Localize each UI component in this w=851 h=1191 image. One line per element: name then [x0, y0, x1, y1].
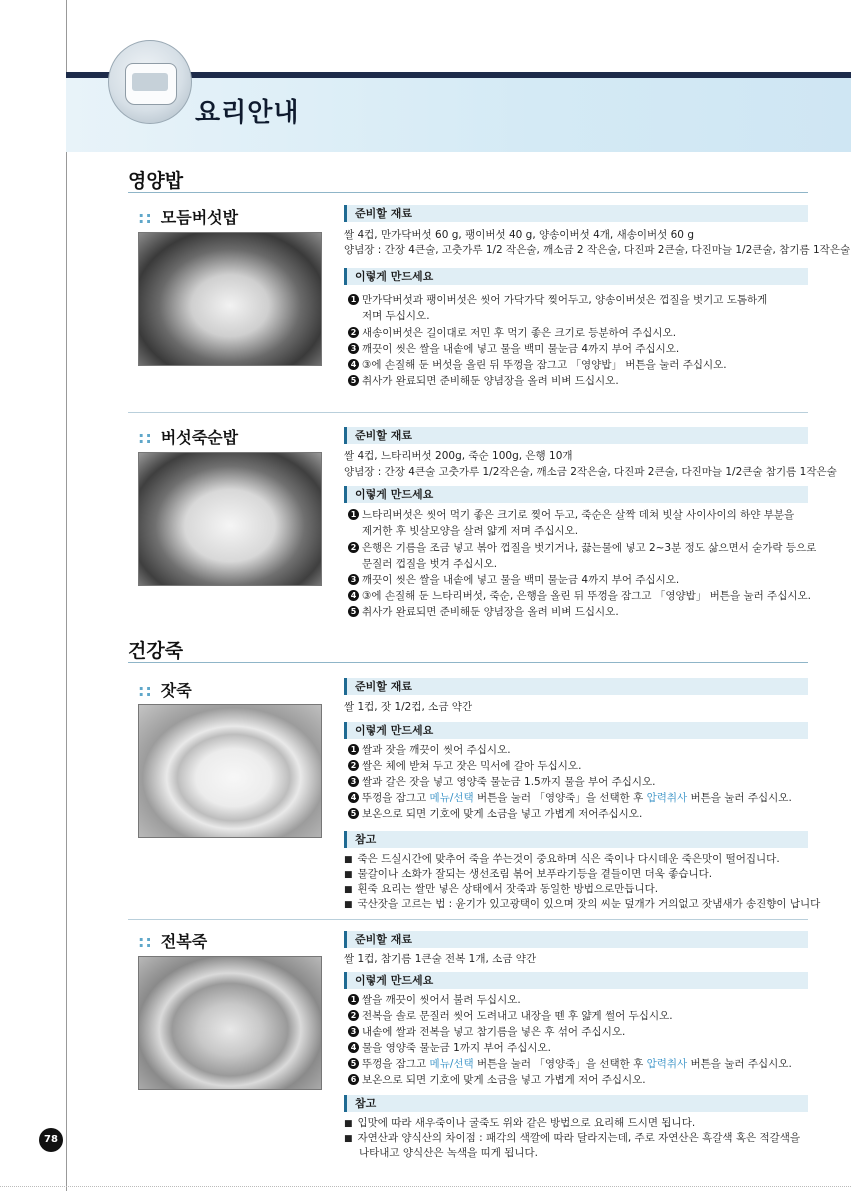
recipe-title-abalone-porridge: [138, 929, 207, 952]
recipe-name-text: 버섯죽순밥: [160, 428, 239, 447]
step-1: 1 쌀과 잣을 깨끗이 씻어 주십시오.: [348, 743, 511, 757]
step-5: 5 취사가 완료되면 준비해둔 양념장을 올려 비벼 드십시오.: [348, 374, 619, 388]
rice-cooker-panel: [132, 73, 168, 91]
step-3: 3 깨끗이 씻은 쌀을 내솥에 넣고 물을 백미 물눈금 4까지 부어 주십시오.: [348, 342, 679, 356]
step-4: 4 물을 영양죽 물눈금 1까지 부어 주십시오.: [348, 1041, 551, 1055]
mushroom-rice-photo: [138, 232, 322, 366]
note-item: ■ 입맛에 따라 새우죽이나 굴죽도 위와 같은 방법으로 요리해 드시면 됩니다.: [344, 1117, 696, 1129]
step-2: 2 은행은 기름을 조금 넣고 볶아 껍질을 벗기거나, 끓는물에 넣고 2~3분 정도 삶으면서 숟가락 등으로: [348, 541, 816, 555]
bullet-dots-icon: ::: [138, 208, 153, 227]
pine-nut-porridge-photo: [138, 704, 322, 838]
recipe-divider: [128, 412, 808, 413]
step-3: 3 쌀과 갈은 잣을 넣고 영양죽 물눈금 1.5까지 물을 부어 주십시오.: [348, 775, 656, 789]
ingredients-line: 쌀 1컵, 참기름 1큰술 전복 1개, 소금 약간: [344, 953, 537, 965]
method-label: 이렇게 만드세요: [344, 268, 808, 285]
recipe-divider: [128, 919, 808, 920]
recipe-title-mushroom-bamboo-rice: [138, 425, 238, 448]
step-4: 4 ③에 손질해 둔 느타리버섯, 죽순, 은행을 올린 뒤 뚜껑을 잠그고 「영양밥」 버튼을 눌러 주십시오.: [348, 589, 811, 603]
step-6: 6 보온으로 되면 기호에 맞게 소금을 넣고 가볍게 저어 주십시오.: [348, 1073, 646, 1087]
step-2: 2 전복을 솔로 문질러 씻어 도려내고 내장을 뗀 후 얇게 썰어 두십시오.: [348, 1009, 673, 1023]
ingredients-label: 준비할 재료: [344, 205, 808, 222]
step-2: 2 쌀은 체에 받쳐 두고 잣은 믹서에 갈아 두십시오.: [348, 759, 581, 773]
recipe-name-text: 모듬버섯밥: [160, 208, 239, 227]
note-item: ■ 흰죽 요리는 쌀만 넣은 상태에서 잣죽과 동일한 방법으로만듭니다.: [344, 883, 659, 895]
step-5: 5 뚜껑을 잠그고 메뉴/선택 버튼을 눌러 「영양죽」을 선택한 후 압력취사 버튼을 눌러 주십시오.: [348, 1057, 792, 1071]
note-label: 참고: [344, 1095, 808, 1112]
abalone-porridge-photo: [138, 956, 322, 1090]
page-number: 78: [39, 1128, 63, 1152]
step-1-cont: 제거한 후 빗살모양을 살려 얇게 저며 주십시오.: [362, 525, 579, 537]
step-3: 3 내솥에 쌀과 전복을 넣고 참기름을 넣은 후 섞어 주십시오.: [348, 1025, 625, 1039]
ingredients-line: 쌀 4컵, 느타리버섯 200g, 죽순 100g, 은행 10개: [344, 450, 573, 462]
section-title-health-porridge: 건강죽: [128, 640, 184, 662]
method-label: 이렇게 만드세요: [344, 722, 808, 739]
seasoning-line: 양념장 : 간장 4큰술, 고춧가루 1/2 작은술, 깨소금 2 작은술, 다진파 2큰술, 다진마늘 1/2큰술, 참기름 1작은술: [344, 244, 851, 256]
page-title: 요리안내: [195, 98, 300, 128]
note-item: ■ 자연산과 양식산의 차이점 : 패각의 색깔에 따라 달라지는데, 주로 자연산은 흑갈색 혹은 적갈색을: [344, 1132, 801, 1144]
bullet-dots-icon: ::: [138, 932, 153, 951]
step-5: 5 취사가 완료되면 준비해둔 양념장을 올려 비벼 드십시오.: [348, 605, 619, 619]
ingredients-label: 준비할 재료: [344, 427, 808, 444]
bottom-border: [0, 1186, 851, 1187]
bullet-dots-icon: ::: [138, 428, 153, 447]
method-label: 이렇게 만드세요: [344, 486, 808, 503]
menu-select-button-ref: 메뉴/선택: [429, 792, 474, 804]
pressure-cook-button-ref: 압력취사: [646, 1058, 688, 1070]
recipe-title-mixed-mushroom-rice: [138, 205, 238, 228]
step-2-cont: 문질러 껍질을 벗겨 주십시오.: [362, 558, 498, 570]
ingredients-label: 준비할 재료: [344, 678, 808, 695]
section-title-nutrition-rice: 영양밥: [128, 170, 184, 192]
step-4: 4 ③에 손질해 둔 버섯을 올린 뒤 뚜껑을 잠그고 「영양밥」 버튼을 눌러 주십시오.: [348, 358, 727, 372]
step-1: 1 쌀을 깨끗이 씻어서 불려 두십시오.: [348, 993, 521, 1007]
note-item: ■ 국산잣을 고르는 법 : 윤기가 있고광택이 있으며 잣의 씨눈 덮개가 거의없고 잣냄새가 송진향이 납니다: [344, 898, 821, 910]
note-label: 참고: [344, 831, 808, 848]
step-2: 2 새송이버섯은 길이대로 저민 후 먹기 좋은 크기로 등분하여 주십시오.: [348, 326, 676, 340]
mushroom-bamboo-rice-photo: [138, 452, 322, 586]
menu-select-button-ref: 메뉴/선택: [429, 1058, 474, 1070]
recipe-name-text: 잣죽: [160, 681, 192, 700]
section-divider: [128, 662, 808, 663]
step-1-cont: 저며 두십시오.: [362, 310, 430, 322]
page-margin-line: [66, 0, 67, 1191]
section-divider: [128, 192, 808, 193]
ingredients-label: 준비할 재료: [344, 931, 808, 948]
note-item: ■ 물갈이나 소화가 잘되는 생선조림 볶어 보푸라기등을 곁들이면 더욱 좋습니다.: [344, 868, 713, 880]
step-4: 4 뚜껑을 잠그고 메뉴/선택 버튼을 눌러 「영양죽」을 선택한 후 압력취사 버튼을 눌러 주십시오.: [348, 791, 792, 805]
recipe-title-pine-nut-porridge: [138, 678, 192, 701]
step-1: 1 만가닥버섯과 팽이버섯은 씻어 가닥가닥 찢어두고, 양송이버섯은 껍질을 벗기고 도톰하게: [348, 293, 767, 307]
step-1: 1 느타리버섯은 씻어 먹기 좋은 크기로 찢어 두고, 죽순은 살짝 데쳐 빗살 사이사이의 하얀 부분을: [348, 508, 794, 522]
method-label: 이렇게 만드세요: [344, 972, 808, 989]
seasoning-line: 양념장 : 간장 4큰술 고춧가루 1/2작은술, 깨소금 2작은술, 다진파 2큰술, 다진마늘 1/2큰술 참기름 1작은술: [344, 466, 837, 478]
step-3: 3 깨끗이 씻은 쌀을 내솥에 넣고 물을 백미 물눈금 4까지 부어 주십시오.: [348, 573, 679, 587]
note-item-cont: 나타내고 양식산은 녹색을 띠게 됩니다.: [359, 1147, 538, 1159]
ingredients-line: 쌀 4컵, 만가닥버섯 60 g, 팽이버섯 40 g, 양송이버섯 4개, 새송이버섯 60 g: [344, 229, 694, 241]
step-5: 5 보온으로 되면 기호에 맞게 소금을 넣고 가볍게 저어주십시오.: [348, 807, 642, 821]
rice-cooker-icon: [108, 40, 192, 124]
recipe-name-text: 전복죽: [160, 932, 208, 951]
note-item: ■ 죽은 드실시간에 맞추어 죽을 쑤는것이 중요하며 식은 죽이나 다시데운 죽은맛이 떨어집니다.: [344, 853, 780, 865]
ingredients-line: 쌀 1컵, 잣 1/2컵, 소금 약간: [344, 701, 473, 713]
bullet-dots-icon: ::: [138, 681, 153, 700]
pressure-cook-button-ref: 압력취사: [646, 792, 688, 804]
